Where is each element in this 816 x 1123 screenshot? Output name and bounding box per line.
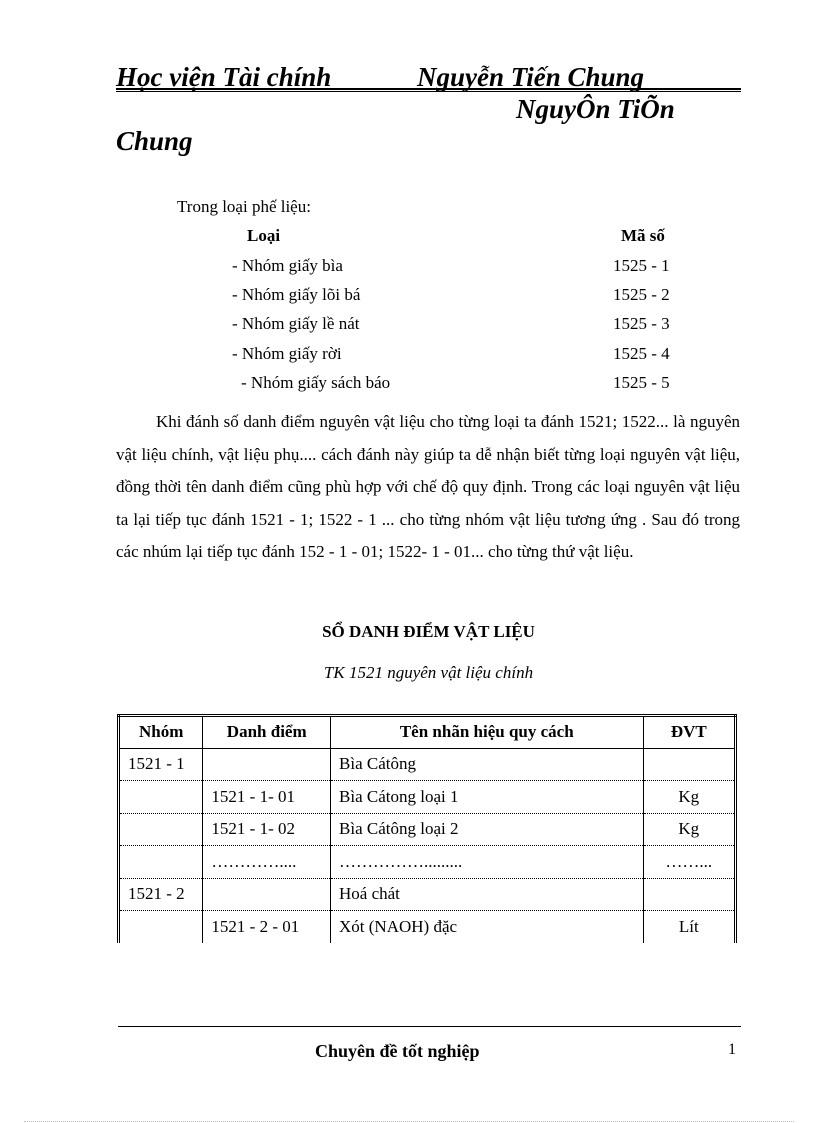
cell-group — [119, 813, 203, 846]
cell-unit — [643, 748, 735, 781]
section-title: SỔ DANH ĐIỂM VẬT LIỆU — [322, 622, 535, 641]
table-row — [119, 813, 736, 846]
cell-name: Bìa Cátông — [331, 748, 644, 781]
footer-rule — [118, 1026, 741, 1027]
scrap-item-name: - Nhóm giấy rời — [232, 344, 342, 363]
scrap-item-name: - Nhóm giấy sách báo — [241, 373, 391, 392]
cell-group — [119, 911, 203, 944]
cell-name: Xót (NAOH) đặc — [331, 911, 644, 944]
scrap-item-code: 1525 - 3 — [613, 314, 670, 333]
cell-code: 1521 - 1- 01 — [203, 781, 331, 814]
scrap-item-name: - Nhóm giấy lõi bá — [232, 285, 361, 304]
cell-unit: ……... — [643, 846, 735, 879]
header-name-spec: Tên nhãn hiệu quy cách — [331, 716, 644, 749]
numbering-paragraph — [116, 406, 740, 569]
scrap-intro: Trong loại phế liệu: — [177, 197, 311, 216]
section-subtitle: TK 1521 nguyên vật liệu chính — [323, 663, 534, 682]
cell-group: 1521 - 2 — [119, 878, 203, 911]
header-group: Nhóm — [119, 716, 203, 749]
page-edge — [24, 1121, 794, 1122]
header-unit: ĐVT — [643, 716, 735, 749]
paragraph-text: Khi đánh số danh điểm nguyên vật liệu cho từng loại ta đánh 1521; 1522... là nguyên vật liệu chính, vật liệu phụ.... cách đánh này giúp ta dễ nhận biết từng loại nguyên vật liệu, đồng thời tên danh điểm cũng phù hợp với chế độ quy định. Trong các loại nguyên vật liệu ta lại tiếp tục đánh 1521 - 1; 1522 - 1 ... cho từng nhóm vật liệu tương ứng . Sau đó trong các nhúm lại tiếp tục đánh 152 - 1 - 01; 1522- 1 - 01... cho từng thứ vật liệu. — [116, 412, 740, 561]
scrap-item-name: - Nhóm giấy bìa — [232, 256, 343, 275]
table-header-row — [119, 716, 736, 749]
cell-code: 1521 - 2 - 01 — [203, 911, 331, 944]
cell-name: Bìa Cátông loại 2 — [331, 813, 644, 846]
cell-unit: Kg — [643, 781, 735, 814]
cell-code — [203, 878, 331, 911]
scrap-col-type: Loại — [247, 226, 281, 245]
scrap-item-code: 1525 - 1 — [613, 256, 670, 275]
scrap-item-code: 1525 - 4 — [613, 344, 670, 363]
materials-table — [117, 714, 737, 943]
header-rule-thin — [116, 91, 741, 92]
cell-code: ………….... — [203, 846, 331, 879]
cell-group: 1521 - 1 — [119, 748, 203, 781]
scrap-item-code: 1525 - 2 — [613, 285, 670, 304]
cell-unit: Kg — [643, 813, 735, 846]
scrap-col-code: Mã số — [621, 226, 665, 245]
cell-code — [203, 748, 331, 781]
scrap-item-name: - Nhóm giấy lề nát — [232, 314, 360, 333]
table-row — [119, 911, 736, 944]
header-author: Nguyễn Tiến Chung — [417, 62, 645, 92]
header-rule — [116, 88, 741, 90]
footer-title: Chuyên đề tốt nghiệp — [315, 1041, 480, 1061]
cell-code: 1521 - 1- 02 — [203, 813, 331, 846]
table-row — [119, 748, 736, 781]
page-number: 1 — [728, 1041, 736, 1058]
header-code: Danh điểm — [203, 716, 331, 749]
cell-name: ……………......... — [331, 846, 644, 879]
cell-name: Bìa Cátong loại 1 — [331, 781, 644, 814]
table-row — [119, 878, 736, 911]
cell-unit: Lít — [643, 911, 735, 944]
header-author-garbled-cont: Chung — [116, 126, 193, 156]
table-row — [119, 846, 736, 879]
cell-name: Hoá chát — [331, 878, 644, 911]
header-author-garbled: NguyÔn TiÕn — [516, 94, 675, 124]
table-row — [119, 781, 736, 814]
cell-unit — [643, 878, 735, 911]
cell-group — [119, 781, 203, 814]
header-institution: Học viện Tài chính — [116, 62, 332, 92]
scrap-item-code: 1525 - 5 — [613, 373, 670, 392]
cell-group — [119, 846, 203, 879]
